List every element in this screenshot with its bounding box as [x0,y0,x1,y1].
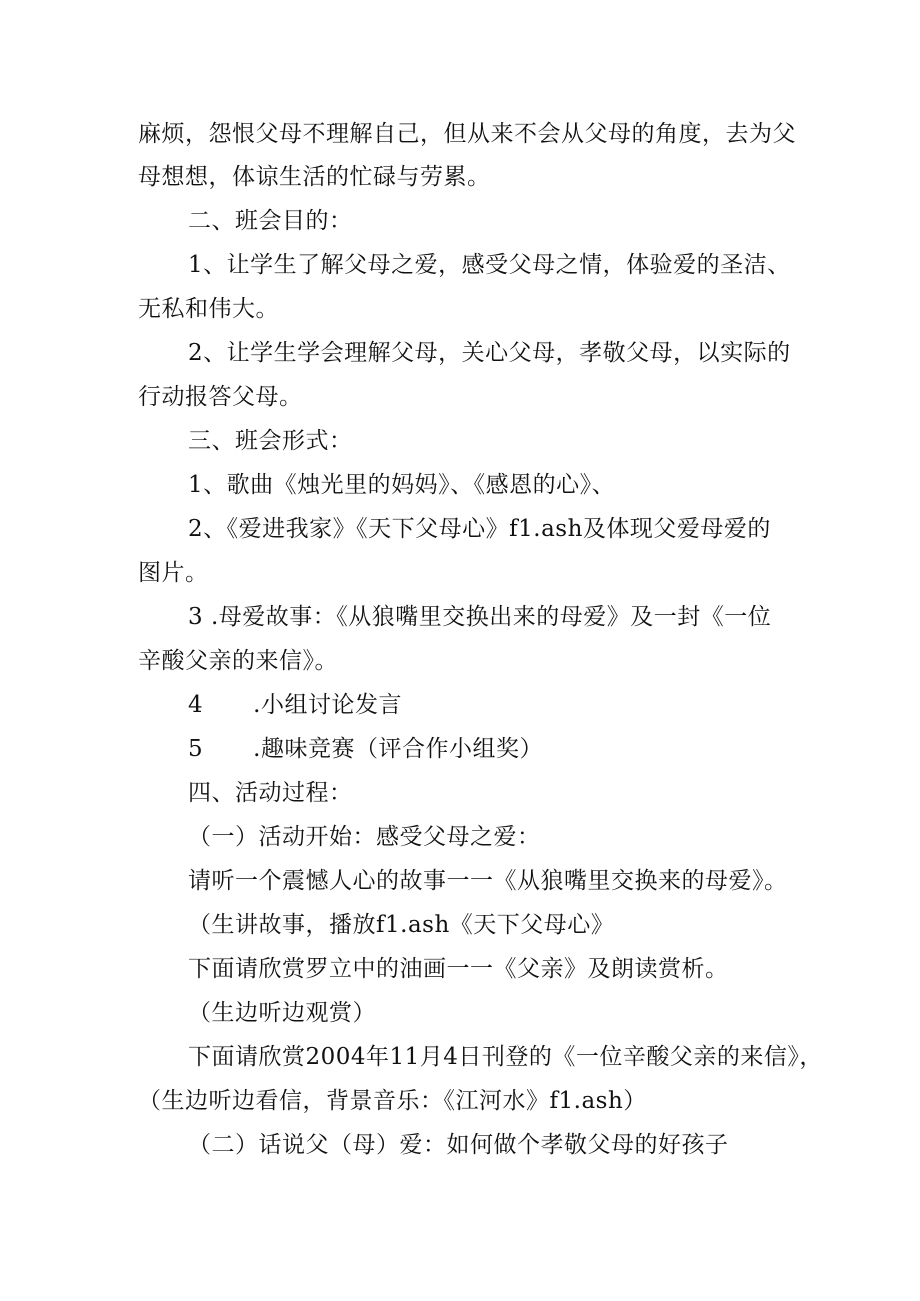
list-item-continuation: 辛酸父亲的来信》。 [138,648,338,674]
list-text: .小组讨论发言 [253,692,402,718]
list-item-continuation: 行动报答父母。 [138,384,303,410]
list-item: 1、让学生了解父母之爱，感受父母之情，体验爱的圣洁、 [188,252,791,278]
paragraph-line: 母想想，体谅生活的忙碌与劳累。 [138,164,491,190]
list-number: 4 [188,692,204,718]
list-item: 2、《爱进我家》《天下父母心》f1.ash及体现父爱母爱的 [188,516,771,542]
paragraph-line: 下面请欣赏罗立中的油画一一《父亲》及朗读赏析。 [188,956,729,982]
list-item [188,734,543,764]
list-item-continuation: 无私和伟大。 [138,296,279,322]
list-item: 2、让学生学会理解父母，关心父母，孝敬父母，以实际的 [188,340,791,366]
list-item: 1、歌曲《烛光里的妈妈》、《感恩的心》、 [188,472,616,498]
paragraph-line: （生边听边观赏） [188,1000,376,1026]
list-text: .趣味竞赛（评合作小组奖） [253,736,543,762]
subsection-heading: （二）话说父（母）爱：如何做个孝敬父母的好孩子 [188,1132,729,1158]
list-item: 3 .母爱故事：《从狼嘴里交换出来的母爱》及一封《一位 [188,604,772,630]
section-heading-format: 三、班会形式： [188,428,353,454]
list-item [188,690,402,720]
paragraph-line: （生边听边看信，背景音乐：《江河水》f1.ash） [138,1088,647,1114]
list-item-continuation: 图片。 [138,560,209,586]
paragraph-line: 麻烦，怨恨父母不理解自己，但从来不会从父母的角度，去为父 [138,121,796,147]
section-heading-purpose: 二、班会目的： [188,208,353,234]
paragraph-line: （生讲故事，播放f1.ash《天下父母心》 [188,912,615,938]
subsection-heading: （一）活动开始：感受父母之爱： [188,824,541,850]
paragraph-line: 请听一个震憾人心的故事一一《从狼嘴里交换来的母爱》。 [188,868,788,894]
list-number: 5 [188,736,204,762]
paragraph-line: 下面请欣赏2004年11月4日刊登的《一位辛酸父亲的来信》， [188,1044,823,1070]
section-heading-process: 四、活动过程： [188,780,353,806]
